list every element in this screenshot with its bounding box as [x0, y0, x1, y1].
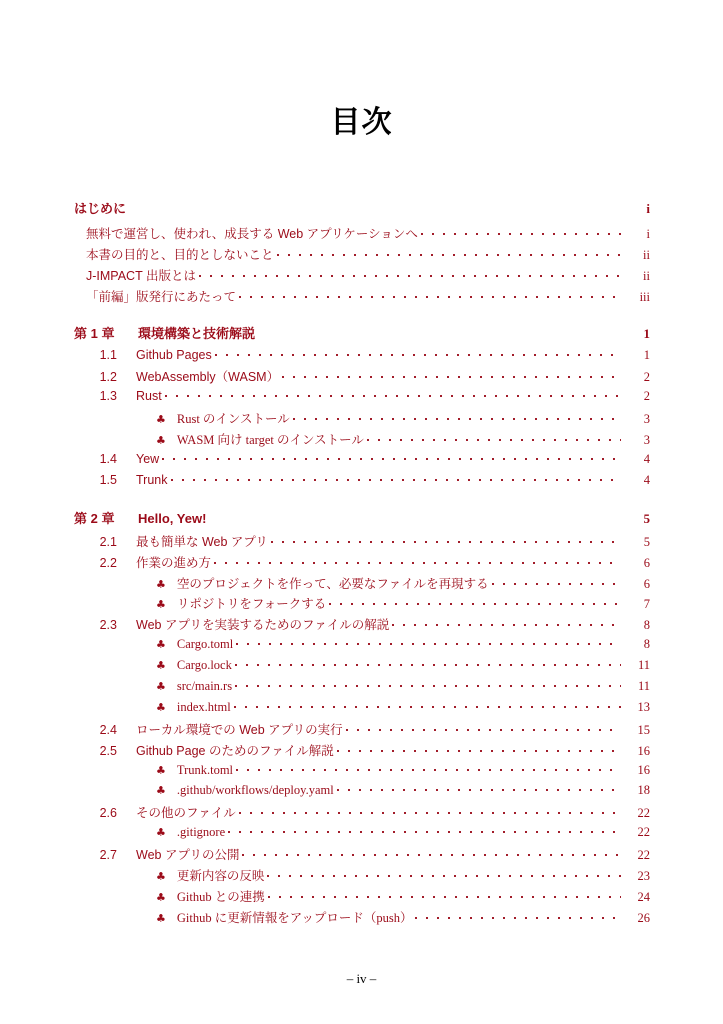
toc-entry-section[interactable] — [72, 720, 650, 741]
toc-entry-section[interactable] — [72, 615, 650, 636]
toc-entry-page: 22 — [637, 806, 650, 821]
toc-entry-subsection[interactable] — [72, 574, 650, 595]
toc-entry-page: 1 — [643, 325, 650, 341]
leader-dots — [199, 268, 621, 280]
toc-entry-label: WASM 向け target のインストール — [176, 433, 364, 448]
toc-entry-number: 1.5 — [99, 472, 117, 487]
toc-entry-page: i — [646, 227, 650, 241]
toc-entry-page: 6 — [643, 576, 650, 591]
toc-entry-label: 更新内容の反映 — [176, 869, 265, 884]
toc-entry-label: 空のプロジェクトを作って、必要なファイルを再現する — [176, 576, 489, 591]
club-icon: ♣ — [156, 434, 166, 448]
toc-entry-label: ローカル環境での Web アプリの実行 — [136, 722, 343, 737]
leader-dots — [209, 511, 621, 523]
club-icon: ♣ — [156, 598, 166, 612]
toc-entry-label: Github に更新情報をアップロード（push） — [176, 910, 413, 925]
club-icon: ♣ — [156, 763, 166, 777]
toc-entry-label: 本書の目的と、目的としないこと — [86, 247, 274, 262]
toc-entry-number: 2.1 — [99, 534, 117, 549]
toc-entry-subsection[interactable] — [72, 636, 650, 657]
leader-dots — [234, 699, 621, 711]
leader-dots — [346, 722, 621, 734]
toc-entry-page: 2 — [643, 370, 650, 385]
toc-entry-subsection[interactable] — [72, 678, 650, 699]
toc-entry-page: 3 — [643, 433, 650, 448]
toc-entry-page: 3 — [643, 412, 650, 427]
leader-dots — [236, 636, 621, 648]
toc-entry-page: 7 — [643, 597, 650, 612]
toc-entry-section[interactable] — [72, 451, 650, 472]
leader-dots — [129, 201, 621, 213]
toc-entry-label: 「前編」版発行にあたって — [86, 289, 237, 304]
toc-entry-section[interactable] — [72, 347, 650, 368]
toc-entry-page: 4 — [643, 452, 650, 467]
toc-entry-page: 6 — [643, 555, 650, 570]
toc-entry-number: 1.2 — [99, 370, 117, 385]
leader-dots — [239, 289, 621, 301]
toc-entry-number: 2.6 — [99, 806, 117, 821]
club-icon: ♣ — [156, 577, 166, 591]
toc-entry-label: J-IMPACT 出版とは — [86, 268, 196, 283]
club-icon: ♣ — [156, 911, 166, 925]
toc-entry-label: Rust のインストール — [176, 412, 290, 427]
toc-entry-page: ii — [643, 268, 650, 283]
club-icon: ♣ — [156, 700, 166, 714]
leader-dots — [293, 411, 621, 423]
leader-dots — [215, 347, 621, 359]
toc-entry-page: i — [646, 201, 650, 216]
club-icon: ♣ — [156, 659, 166, 673]
toc-entry-subsection[interactable] — [72, 824, 650, 845]
chapter-number: 第 2 章 — [74, 510, 115, 526]
toc-entry-subsection[interactable] — [72, 782, 650, 803]
leader-dots — [282, 369, 621, 381]
page-footer: – iv – — [346, 971, 377, 986]
toc-entry-label: Github Pages — [136, 347, 212, 362]
leader-dots — [367, 432, 621, 444]
chapter-title: 環境構築と技術解説 — [138, 325, 256, 341]
toc-entry-label: 無料で運営し、使われ、成長する Web アプリケーションへ — [86, 227, 418, 241]
toc-entry-section[interactable] — [72, 367, 650, 388]
toc-entry-page: 8 — [643, 637, 650, 652]
leader-dots — [337, 743, 621, 755]
toc-entry-page: 22 — [637, 848, 650, 863]
toc-entry-label: Rust — [136, 389, 162, 404]
chapter-gap — [72, 493, 650, 508]
toc-entry-label: WebAssembly（WASM） — [136, 370, 280, 385]
toc-entry-page: 11 — [637, 679, 650, 694]
toc-entry-page: 11 — [637, 658, 650, 673]
toc-entry-page: 16 — [637, 743, 650, 758]
toc-entry-subsection[interactable] — [72, 762, 650, 783]
toc-entry-label: index.html — [176, 699, 231, 714]
toc-entry-label: その他のファイル — [136, 806, 236, 821]
chapter-number: 第 1 章 — [74, 325, 115, 341]
club-icon: ♣ — [156, 680, 166, 694]
toc-entry-label: .gitignore — [176, 825, 226, 840]
leader-dots — [268, 889, 621, 901]
leader-dots — [271, 534, 621, 546]
leader-dots — [162, 451, 621, 463]
leader-dots — [239, 805, 621, 817]
toc-entry-label: .github/workflows/deploy.yaml — [176, 783, 334, 798]
toc-entry-label: Cargo.lock — [176, 658, 232, 673]
leader-dots — [258, 326, 621, 338]
toc-entry-section[interactable] — [72, 532, 650, 553]
toc-entry-page: 22 — [637, 825, 650, 840]
toc-entry-section[interactable] — [72, 741, 650, 762]
toc-entry-page: 16 — [637, 762, 650, 777]
toc-entry-label: Github Page のためのファイル解説 — [136, 743, 334, 758]
toc-entry-label: 作業の進め方 — [136, 555, 212, 570]
toc-entry-page: 15 — [637, 722, 650, 737]
club-icon: ♣ — [156, 638, 166, 652]
toc-entry-label: Web アプリを実装するためのファイルの解説 — [136, 618, 390, 633]
toc-entry-subsection[interactable] — [72, 908, 650, 929]
toc-entry-number: 2.2 — [99, 555, 117, 570]
toc-list — [72, 198, 650, 929]
toc-entry-label: はじめに — [74, 201, 127, 216]
toc-entry-page: 13 — [637, 699, 650, 714]
toc-entry-label: リポジトリをフォークする — [176, 597, 327, 612]
club-icon: ♣ — [156, 870, 166, 884]
leader-dots — [242, 847, 621, 859]
toc-entry-subsection[interactable] — [72, 430, 650, 451]
toc-entry-chapter[interactable] — [72, 508, 650, 532]
toc-entry-front-item[interactable] — [72, 245, 650, 266]
toc-entry-page: 24 — [637, 889, 650, 904]
toc-entry-page: 1 — [643, 347, 650, 362]
toc-entry-label: src/main.rs — [176, 679, 233, 694]
chapter-title: Hello, Yew! — [138, 510, 207, 526]
toc-entry-page: 5 — [643, 510, 650, 526]
leader-dots — [329, 596, 621, 608]
toc-entry-number: 1.3 — [99, 389, 117, 404]
leader-dots — [277, 247, 621, 259]
toc-entry-front-heading[interactable] — [72, 198, 650, 224]
toc-entry-number: 2.7 — [99, 848, 117, 863]
toc-entry-page: ii — [643, 247, 650, 262]
toc-entry-number: 1.4 — [99, 452, 117, 467]
toc-entry-label: Trunk — [136, 472, 168, 487]
toc-entry-section[interactable] — [72, 803, 650, 824]
leader-dots — [236, 762, 621, 774]
toc-entry-label: 最も簡単な Web アプリ — [136, 534, 268, 549]
toc-entry-page: 23 — [637, 869, 650, 884]
toc-entry-section[interactable] — [72, 553, 650, 574]
toc-entry-label: Web アプリの公開 — [136, 848, 240, 863]
toc-entry-page: 18 — [637, 783, 650, 798]
club-icon: ♣ — [156, 784, 166, 798]
toc-entry-label: Trunk.toml — [176, 762, 234, 777]
club-icon: ♣ — [156, 413, 166, 427]
toc-entry-front-item[interactable] — [72, 287, 650, 308]
leader-dots — [415, 910, 621, 922]
leader-dots — [235, 657, 621, 669]
toc-entry-section[interactable] — [72, 845, 650, 866]
leader-dots — [235, 678, 621, 690]
toc-entry-page: iii — [639, 289, 650, 304]
toc-entry-subsection[interactable] — [72, 699, 650, 720]
toc-entry-front-item[interactable] — [72, 266, 650, 287]
toc-entry-page: 8 — [643, 618, 650, 633]
toc-entry-subsection[interactable] — [72, 866, 650, 887]
chapter-gap — [72, 308, 650, 323]
toc-entry-page: 2 — [643, 389, 650, 404]
toc-entry-page: 26 — [637, 910, 650, 925]
leader-dots — [267, 868, 621, 880]
leader-dots — [165, 388, 621, 400]
toc-entry-subsection[interactable] — [72, 409, 650, 430]
leader-dots — [214, 555, 621, 567]
toc-entry-subsection[interactable] — [72, 887, 650, 908]
toc-entry-subsection[interactable] — [72, 594, 650, 615]
toc-entry-front-item[interactable] — [72, 224, 650, 245]
club-icon: ♣ — [156, 826, 166, 840]
page-title: 目次 — [330, 105, 393, 140]
leader-dots — [392, 617, 621, 629]
leader-dots — [228, 824, 621, 836]
toc-entry-page: 4 — [643, 472, 650, 487]
leader-dots — [171, 472, 622, 484]
leader-dots — [492, 576, 621, 588]
leader-dots — [421, 226, 621, 238]
toc-entry-number: 2.5 — [99, 743, 117, 758]
toc-entry-section[interactable] — [72, 388, 650, 409]
toc-entry-number: 2.3 — [99, 618, 117, 633]
toc-entry-subsection[interactable] — [72, 657, 650, 678]
toc-entry-chapter[interactable] — [72, 323, 650, 347]
club-icon: ♣ — [156, 890, 166, 904]
toc-entry-label: Yew — [136, 452, 160, 467]
toc-entry-page: 5 — [643, 534, 650, 549]
toc-entry-label: Cargo.toml — [176, 637, 234, 652]
leader-dots — [337, 782, 621, 794]
toc-entry-section[interactable] — [72, 472, 650, 493]
toc-entry-number: 1.1 — [99, 347, 117, 362]
toc-entry-number: 2.4 — [99, 722, 117, 737]
toc-entry-label: Github との連携 — [176, 889, 265, 904]
